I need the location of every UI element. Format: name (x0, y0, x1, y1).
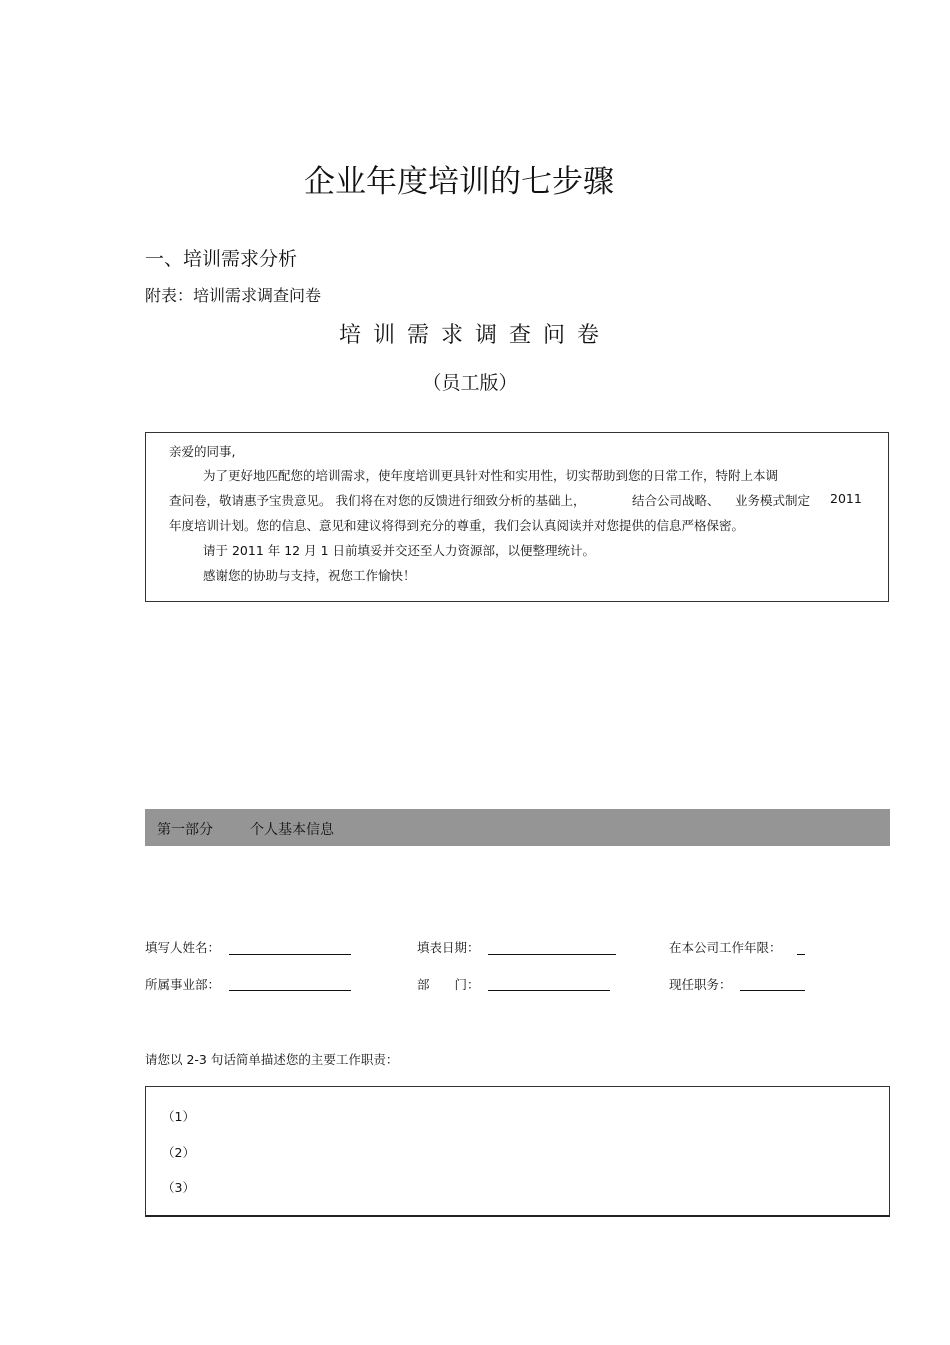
dept-label: 部 门： (417, 977, 480, 992)
date-field[interactable] (488, 954, 616, 955)
letter-para1-line3: 年度培训计划。您的信息、意见和建议将得到充分的尊重，我们会认真阅读并对您提供的信息严格保密。 (169, 518, 745, 533)
duty-item-2: （2） (162, 1145, 195, 1160)
document-title: 企业年度培训的七步骤 (304, 164, 614, 200)
letter-para1-line2a: 查问卷，敬请惠予宝贵意见。 我们将在对您的反馈进行细致分析的基础上， (169, 493, 586, 508)
letter-para2: 请于 2011 年 12 月 1 日前填妥并交还至人力资源部，以便整理统计。 (203, 543, 596, 558)
name-label: 填写人姓名： (145, 940, 221, 955)
survey-subtitle: （员工版） (422, 372, 518, 394)
letter-para3: 感谢您的协助与支持，祝您工作愉快！ (203, 568, 416, 583)
position-field[interactable] (740, 990, 805, 991)
letter-para1-line2d: 2011 (830, 491, 862, 506)
date-label: 填表日期： (417, 940, 480, 955)
intro-letter-box (145, 432, 889, 602)
duty-item-3: （3） (162, 1180, 195, 1195)
letter-para1-line2c: 业务模式制定 (735, 493, 811, 508)
letter-greeting: 亲爱的同事, (169, 444, 236, 459)
duty-item-1: （1） (162, 1109, 195, 1124)
tenure-field[interactable] (797, 954, 805, 955)
tenure-label: 在本公司工作年限： (669, 940, 782, 955)
appendix-label: 附表：培训需求调查问卷 (145, 286, 322, 305)
duty-answer-box[interactable] (145, 1086, 890, 1217)
part1-name: 个人基本信息 (250, 822, 334, 838)
survey-title: 培训需求调查问卷 (338, 323, 611, 348)
letter-para1-line1: 为了更好地匹配您的培训需求，使年度培训更具针对性和实用性，切实帮助到您的日常工作，特附上本调 (203, 468, 779, 483)
letter-para1-line2b: 结合公司战略、 (632, 493, 720, 508)
section-heading: 一、培训需求分析 (145, 248, 298, 270)
part1-header-bar (145, 809, 890, 846)
dept-field[interactable] (488, 990, 610, 991)
part1-label: 第一部分 (157, 822, 213, 838)
division-field[interactable] (229, 990, 351, 991)
duty-prompt: 请您以 2-3 句话简单描述您的主要工作职责： (145, 1052, 399, 1067)
division-label: 所属事业部： (145, 977, 221, 992)
name-field[interactable] (229, 954, 351, 955)
position-label: 现任职务： (669, 977, 732, 992)
